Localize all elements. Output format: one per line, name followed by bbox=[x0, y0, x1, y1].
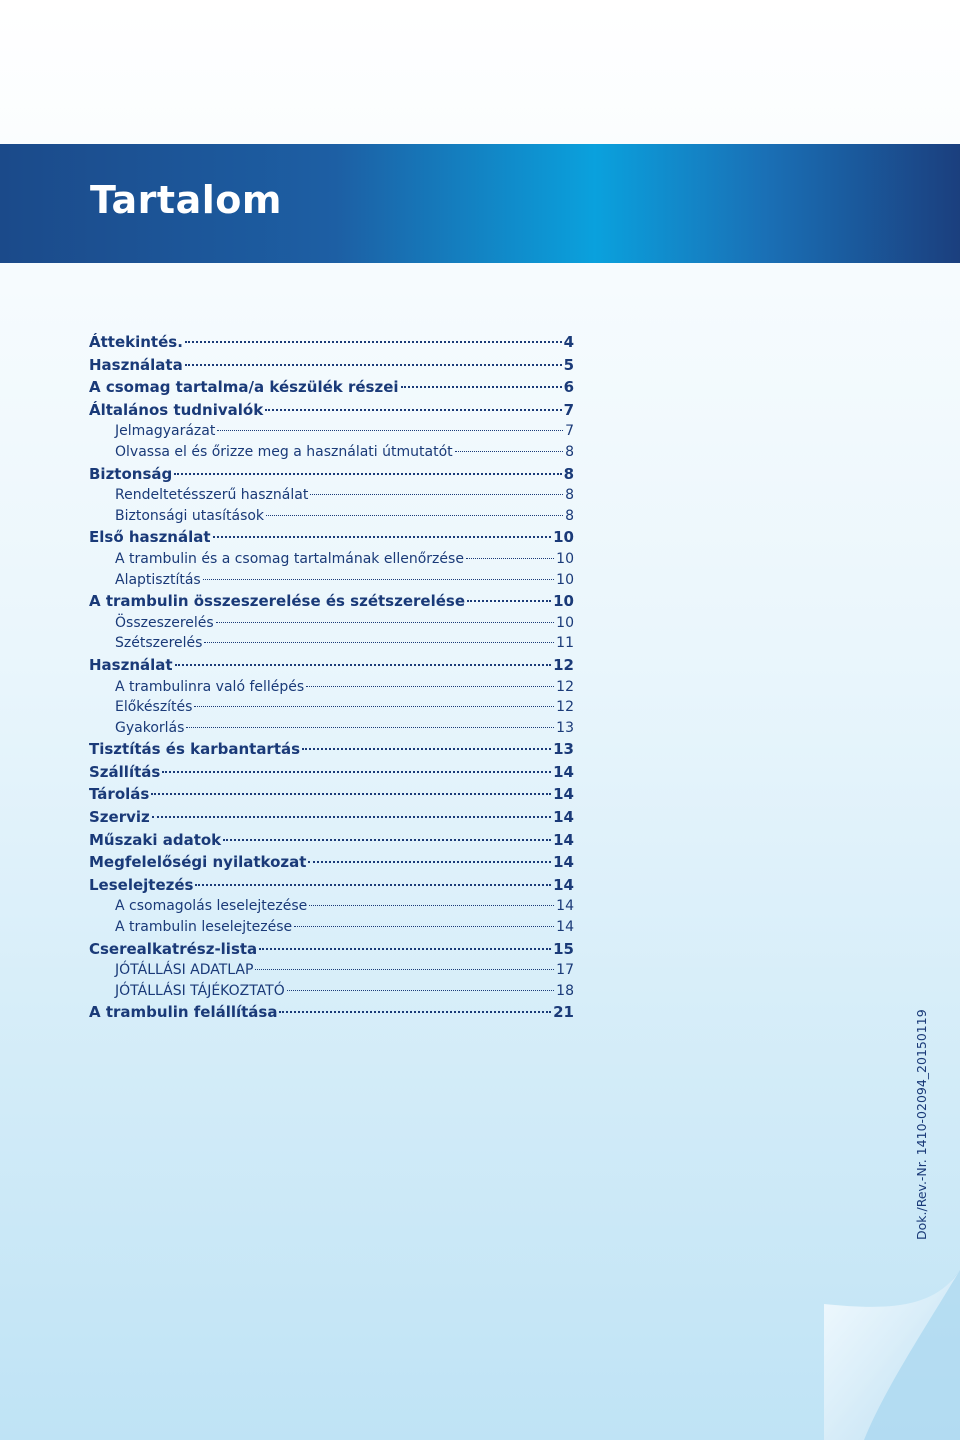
toc-entry[interactable] bbox=[89, 761, 574, 784]
toc-entry-label: A trambulinra való fellépés bbox=[115, 678, 305, 695]
dot-leader bbox=[223, 839, 551, 841]
toc-entry-label: Megfelelőségi nyilatkozat bbox=[89, 853, 307, 872]
document-reference: Dok./Rev.-Nr. 1410-02094_20150119 bbox=[914, 1009, 929, 1240]
toc-subentry[interactable] bbox=[89, 981, 574, 1002]
toc-entry-page-number: 8 bbox=[563, 464, 574, 483]
toc-entry-page-number: 14 bbox=[556, 898, 574, 915]
dot-leader bbox=[203, 579, 554, 580]
toc-entry-page-number: 10 bbox=[556, 571, 574, 588]
dot-leader bbox=[259, 948, 551, 950]
toc-entry-label: Összeszerelés bbox=[115, 614, 214, 631]
toc-entry-page-number: 14 bbox=[553, 808, 574, 827]
toc-subentry[interactable] bbox=[89, 718, 574, 739]
dot-leader bbox=[279, 1011, 551, 1013]
toc-entry-label: Cserealkatrész-lista bbox=[89, 939, 258, 958]
page-curl-decoration bbox=[824, 1270, 960, 1440]
toc-entry[interactable] bbox=[89, 654, 574, 677]
toc-entry-label: JÓTÁLLÁSI ADATLAP bbox=[115, 962, 254, 979]
toc-subentry[interactable] bbox=[89, 421, 574, 442]
page-title: Tartalom bbox=[90, 178, 282, 222]
dot-leader bbox=[175, 664, 552, 666]
dot-leader bbox=[467, 600, 551, 602]
toc-subentry[interactable] bbox=[89, 613, 574, 634]
dot-leader bbox=[174, 473, 561, 475]
dot-leader bbox=[185, 364, 562, 366]
dot-leader bbox=[266, 515, 563, 516]
toc-entry-label: Szerviz bbox=[89, 808, 150, 827]
dot-leader bbox=[204, 642, 554, 643]
toc-entry-label: A trambulin és a csomag tartalmának ellenőrzése bbox=[115, 550, 464, 567]
toc-entry[interactable] bbox=[89, 851, 574, 874]
toc-entry-page-number: 12 bbox=[556, 699, 574, 716]
toc-entry-label: Általános tudnivalók bbox=[89, 400, 264, 419]
dot-leader bbox=[455, 451, 563, 452]
toc-entry-page-number: 8 bbox=[565, 507, 574, 524]
toc-entry-label: Szétszerelés bbox=[115, 635, 203, 652]
toc-entry-page-number: 12 bbox=[556, 678, 574, 695]
toc-entry[interactable] bbox=[89, 399, 574, 422]
toc-entry-label: Leselejtezés bbox=[89, 875, 194, 894]
toc-entry-label: JÓTÁLLÁSI TÁJÉKOZTATÓ bbox=[115, 982, 285, 999]
toc-entry-page-number: 10 bbox=[556, 614, 574, 631]
toc-entry-label: Tárolás bbox=[89, 785, 150, 804]
table-of-contents bbox=[89, 331, 574, 1024]
toc-entry-page-number: 21 bbox=[553, 1003, 574, 1022]
toc-entry-page-number: 10 bbox=[553, 528, 574, 547]
dot-leader bbox=[152, 816, 551, 818]
toc-entry-label: Műszaki adatok bbox=[89, 830, 222, 849]
toc-entry-label: A trambulin felállítása bbox=[89, 1003, 278, 1022]
dot-leader bbox=[308, 861, 551, 863]
toc-entry-label: Alaptisztítás bbox=[115, 571, 201, 588]
toc-entry[interactable] bbox=[89, 783, 574, 806]
toc-subentry[interactable] bbox=[89, 506, 574, 527]
toc-entry-label: A trambulin összeszerelése és szétszerelése bbox=[89, 592, 466, 611]
toc-subentry[interactable] bbox=[89, 917, 574, 938]
toc-subentry[interactable] bbox=[89, 633, 574, 654]
toc-entry-label: Szállítás bbox=[89, 762, 161, 781]
toc-entry-page-number: 15 bbox=[553, 939, 574, 958]
toc-entry[interactable] bbox=[89, 829, 574, 852]
dot-leader bbox=[466, 558, 554, 559]
toc-entry-label: Biztonság bbox=[89, 464, 173, 483]
toc-entry-label: Olvassa el és őrizze meg a használati útmutatót bbox=[115, 443, 453, 460]
dot-leader bbox=[265, 409, 561, 411]
toc-entry-page-number: 12 bbox=[553, 655, 574, 674]
toc-entry[interactable] bbox=[89, 463, 574, 486]
toc-entry-page-number: 4 bbox=[563, 333, 574, 351]
toc-subentry[interactable] bbox=[89, 570, 574, 591]
toc-entry-page-number: 10 bbox=[556, 550, 574, 567]
dot-leader bbox=[151, 793, 551, 795]
dot-leader bbox=[309, 905, 554, 906]
toc-subentry[interactable] bbox=[89, 896, 574, 917]
toc-entry-label: Első használat bbox=[89, 528, 211, 547]
toc-subentry[interactable] bbox=[89, 485, 574, 506]
dot-leader bbox=[194, 706, 554, 707]
toc-entry-page-number: 5 bbox=[563, 355, 574, 374]
dot-leader bbox=[217, 430, 563, 431]
toc-entry-label: Jelmagyarázat bbox=[115, 423, 216, 440]
toc-entry[interactable] bbox=[89, 331, 574, 354]
toc-entry-label: Használata bbox=[89, 355, 183, 374]
toc-entry-label: A csomag tartalma/a készülék részei bbox=[89, 378, 399, 397]
toc-entry-page-number: 6 bbox=[563, 378, 574, 397]
toc-entry[interactable] bbox=[89, 590, 574, 613]
toc-entry[interactable] bbox=[89, 354, 574, 377]
dot-leader bbox=[310, 494, 563, 495]
toc-entry-label: Biztonsági utasítások bbox=[115, 507, 265, 524]
dot-leader bbox=[255, 969, 554, 970]
toc-entry-page-number: 18 bbox=[556, 982, 574, 999]
toc-entry-page-number: 11 bbox=[556, 635, 574, 652]
toc-entry-page-number: 14 bbox=[556, 919, 574, 936]
toc-entry-page-number: 14 bbox=[553, 762, 574, 781]
dot-leader bbox=[302, 748, 551, 750]
toc-entry[interactable] bbox=[89, 738, 574, 761]
toc-entry-page-number: 8 bbox=[565, 443, 574, 460]
toc-entry-label: A trambulin leselejtezése bbox=[115, 919, 293, 936]
toc-entry[interactable] bbox=[89, 806, 574, 829]
dot-leader bbox=[306, 686, 554, 687]
dot-leader bbox=[162, 771, 551, 773]
toc-entry-label: Tisztítás és karbantartás bbox=[89, 740, 301, 759]
toc-entry-page-number: 17 bbox=[556, 962, 574, 979]
toc-entry[interactable] bbox=[89, 376, 574, 399]
dot-leader bbox=[195, 884, 551, 886]
dot-leader bbox=[185, 341, 562, 343]
toc-entry-page-number: 13 bbox=[556, 719, 574, 736]
dot-leader bbox=[294, 926, 554, 927]
toc-entry-page-number: 8 bbox=[565, 487, 574, 504]
toc-entry-page-number: 14 bbox=[553, 785, 574, 804]
toc-subentry[interactable] bbox=[89, 549, 574, 570]
toc-entry-label: Áttekintés. bbox=[89, 333, 183, 351]
dot-leader bbox=[213, 536, 552, 538]
toc-entry-label: Előkészítés bbox=[115, 699, 193, 716]
dot-leader bbox=[216, 622, 554, 623]
toc-entry-page-number: 7 bbox=[563, 400, 574, 419]
toc-entry[interactable] bbox=[89, 1001, 574, 1024]
toc-entry[interactable] bbox=[89, 938, 574, 961]
toc-entry-label: Gyakorlás bbox=[115, 719, 185, 736]
toc-entry-label: A csomagolás leselejtezése bbox=[115, 898, 308, 915]
toc-entry[interactable] bbox=[89, 526, 574, 549]
toc-entry-page-number: 7 bbox=[565, 423, 574, 440]
toc-entry-page-number: 10 bbox=[553, 592, 574, 611]
dot-leader bbox=[401, 386, 562, 388]
toc-entry-page-number: 14 bbox=[553, 830, 574, 849]
toc-entry-page-number: 13 bbox=[553, 740, 574, 759]
toc-subentry[interactable] bbox=[89, 697, 574, 718]
toc-subentry[interactable] bbox=[89, 960, 574, 981]
dot-leader bbox=[186, 727, 554, 728]
toc-entry[interactable] bbox=[89, 874, 574, 897]
toc-entry-label: Rendeltetésszerű használat bbox=[115, 487, 309, 504]
toc-entry-label: Használat bbox=[89, 655, 173, 674]
toc-subentry[interactable] bbox=[89, 442, 574, 463]
dot-leader bbox=[287, 990, 554, 991]
toc-subentry[interactable] bbox=[89, 677, 574, 698]
toc-entry-page-number: 14 bbox=[553, 853, 574, 872]
toc-entry-page-number: 14 bbox=[553, 875, 574, 894]
